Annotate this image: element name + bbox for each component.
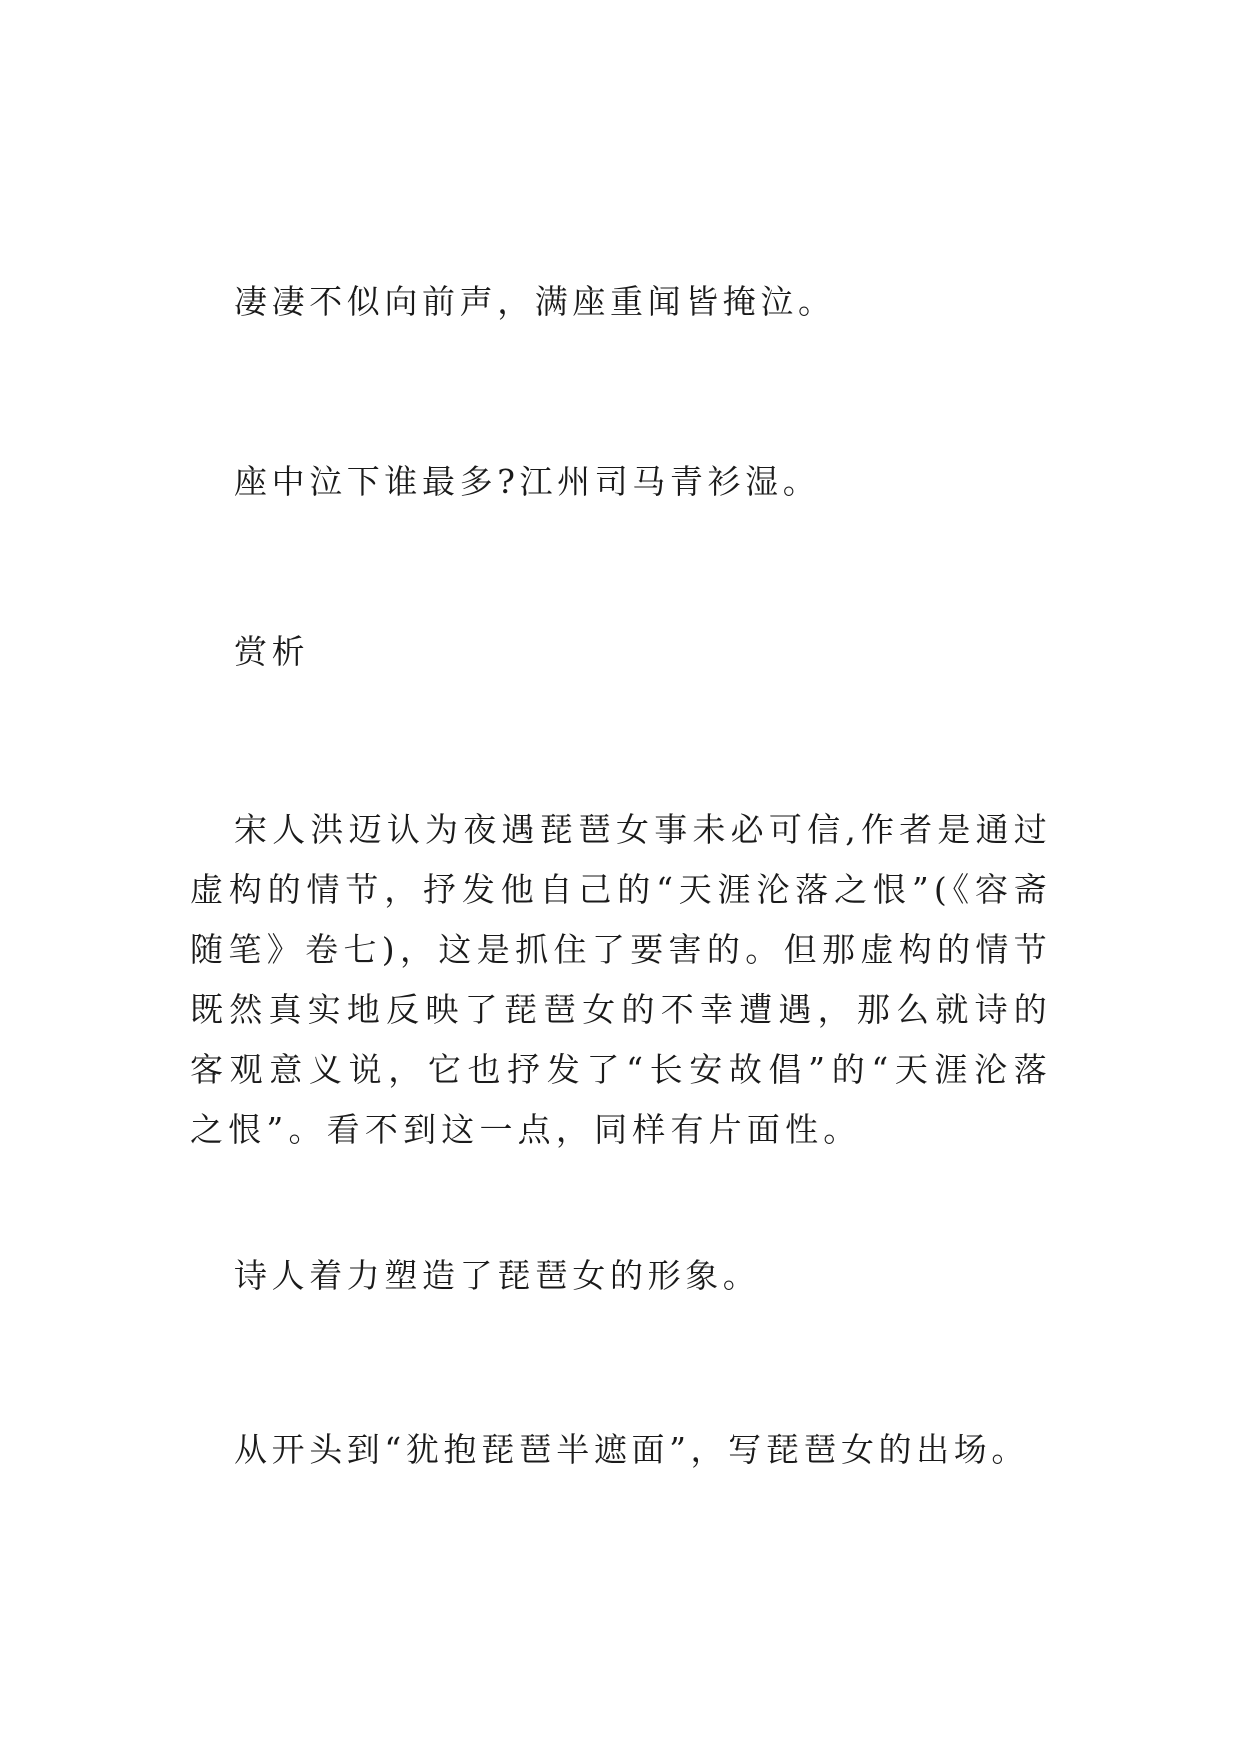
analysis-paragraph: 宋人洪迈认为夜遇琵琶女事未必可信,作者是通过虚构的情节，抒发他自己的“天涯沦落之恨”(《容斋随笔》卷七)，这是抓住了要害的。但那虚构的情节既然真实地反映了琵琶女的不幸遭遇，那么就诗的客观意义说，它也抒发了“长安故倡”的“天涯沦落之恨”。看不到这一点，同样有片面性。 [190, 810, 1052, 1149]
analysis-sentence-1: 诗人着力塑造了琵琶女的形象。 [234, 1256, 761, 1295]
poem-line-2: 座中泣下谁最多?江州司马青衫湿。 [234, 462, 821, 501]
analysis-sentence-2: 从开头到“犹抱琵琶半遮面”，写琵琶女的出场。 [234, 1430, 1029, 1469]
section-heading-appreciation: 赏析 [234, 632, 310, 671]
poem-line-1: 凄凄不似向前声，满座重闻皆掩泣。 [234, 282, 836, 321]
